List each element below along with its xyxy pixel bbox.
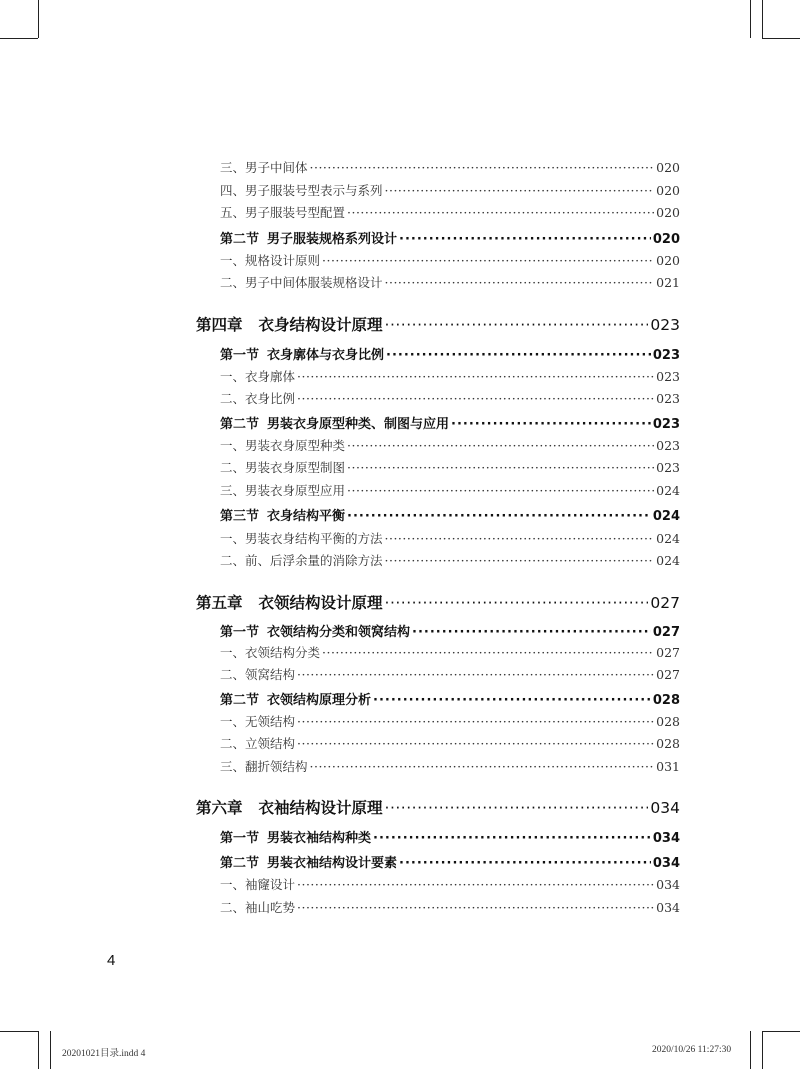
toc-page: 027: [652, 625, 680, 640]
toc-label: 二、立领结构: [220, 736, 296, 751]
crop-mark-bottom-left-v: [38, 1031, 39, 1069]
toc-label: 二、袖山吃势: [220, 900, 296, 915]
toc-leader-dots: [399, 856, 651, 871]
toc-leader-dots: [451, 417, 651, 432]
toc-label: 二、领窝结构: [220, 667, 296, 682]
toc-page: 020: [656, 253, 680, 268]
toc-leader-dots: [347, 460, 654, 475]
toc-number: 第二节: [220, 693, 260, 708]
toc-page: 023: [656, 460, 680, 475]
toc-leader-dots: [297, 736, 654, 751]
toc-label: [220, 689, 371, 708]
toc-item: [196, 181, 680, 199]
toc-section: [196, 689, 680, 708]
toc-item: [196, 643, 680, 661]
toc-leader-dots: [373, 831, 651, 846]
crop-mark-bottom-right-h: [762, 1031, 800, 1032]
toc-label: 三、男子中间体: [220, 160, 308, 175]
toc-label: [196, 591, 383, 613]
toc-item: [196, 203, 680, 221]
toc-item: [196, 158, 680, 176]
toc-leader-dots: [297, 877, 654, 892]
crop-mark-top-left-h: [0, 38, 38, 39]
toc-page: 031: [656, 759, 680, 774]
toc-page: 028: [656, 714, 680, 729]
toc-label: [220, 413, 449, 432]
toc-leader-dots: [385, 799, 649, 817]
toc-leader-dots: [385, 531, 655, 546]
toc-leader-dots: [385, 316, 649, 334]
toc-page: 023: [652, 348, 680, 363]
toc-label: 三、翻折领结构: [220, 759, 308, 774]
toc-leader-dots: [385, 594, 649, 612]
toc-page: 020: [656, 183, 680, 198]
toc-label: 一、无领结构: [220, 714, 296, 729]
toc-item: [196, 367, 680, 385]
toc-label: 一、男装衣身结构平衡的方法: [220, 531, 383, 546]
toc-leader-dots: [373, 693, 651, 708]
toc-leader-dots: [322, 253, 654, 268]
toc-item: [196, 665, 680, 683]
toc-title: 衣身廓体与衣身比例: [267, 348, 385, 363]
toc-number: 第一节: [220, 625, 260, 640]
crop-mark-bottom-right-v: [762, 1031, 763, 1069]
crop-mark-bottom-right-outer: [750, 1031, 751, 1069]
toc-leader-dots: [310, 759, 655, 774]
toc-page: 034: [650, 799, 680, 817]
toc-leader-dots: [297, 667, 654, 682]
toc-label: 一、袖窿设计: [220, 877, 296, 892]
toc-title: 衣身结构设计原理: [258, 316, 383, 334]
crop-mark-top-left-v: [38, 0, 39, 38]
toc-leader-dots: [412, 625, 651, 640]
toc-page: 024: [656, 553, 680, 568]
toc-leader-dots: [297, 391, 654, 406]
toc-item: [196, 898, 680, 916]
toc-item: [196, 757, 680, 775]
toc-label: 一、衣身廓体: [220, 369, 296, 384]
toc-label: 二、男装衣身原型制图: [220, 460, 346, 475]
toc-chapter: [196, 313, 680, 335]
toc-page: 024: [656, 531, 680, 546]
toc-label: 三、男装衣身原型应用: [220, 483, 346, 498]
toc-number: 第五章: [196, 594, 243, 612]
toc-page: 020: [652, 232, 680, 247]
toc-section: [196, 413, 680, 432]
crop-mark-bottom-left-h: [0, 1031, 38, 1032]
toc-page: 028: [652, 693, 680, 708]
toc-page: 034: [652, 831, 680, 846]
toc-label: 二、前、后浮余量的消除方法: [220, 553, 383, 568]
toc-section: [196, 621, 680, 640]
toc-leader-dots: [297, 369, 654, 384]
toc-number: 第一节: [220, 348, 260, 363]
toc-label: [196, 313, 383, 335]
toc-number: 第二节: [220, 856, 260, 871]
toc-page: 027: [650, 594, 680, 612]
toc-title: 男装衣袖结构设计要素: [267, 856, 398, 871]
toc-leader-dots: [347, 438, 654, 453]
toc-page: 023: [650, 316, 680, 334]
toc-page: 023: [656, 391, 680, 406]
toc-leader-dots: [297, 900, 654, 915]
toc-label: [220, 827, 371, 846]
page-number: 4: [107, 952, 116, 969]
toc-number: 第二节: [220, 232, 260, 247]
toc-number: 第一节: [220, 831, 260, 846]
toc-number: 第六章: [196, 799, 243, 817]
toc-leader-dots: [297, 714, 654, 729]
toc-section: [196, 852, 680, 871]
toc-label: [220, 228, 397, 247]
crop-mark-bottom-left-outer: [50, 1031, 51, 1069]
toc-leader-dots: [347, 205, 654, 220]
toc-page: 020: [656, 205, 680, 220]
toc-title: 衣领结构设计原理: [258, 594, 383, 612]
toc-item: [196, 481, 680, 499]
toc-number: 第二节: [220, 417, 260, 432]
toc-label: [220, 505, 345, 524]
toc-label: 五、男子服装号型配置: [220, 205, 346, 220]
toc-label: [220, 344, 384, 363]
toc-section: [196, 228, 680, 247]
toc-page: 023: [656, 438, 680, 453]
toc-number: 第三节: [220, 509, 260, 524]
crop-mark-top-right-outer: [750, 0, 751, 38]
toc-title: 男子服装规格系列设计: [267, 232, 398, 247]
toc-section: [196, 505, 680, 524]
toc-item: [196, 529, 680, 547]
toc-item: [196, 734, 680, 752]
toc-label: [220, 852, 397, 871]
toc-title: 男装衣身原型种类、制图与应用: [267, 417, 450, 432]
toc-page: 024: [652, 509, 680, 524]
toc-leader-dots: [347, 509, 651, 524]
toc-label: [196, 796, 383, 818]
toc-item: [196, 436, 680, 454]
toc-page: 021: [656, 275, 680, 290]
toc-leader-dots: [385, 183, 655, 198]
toc-leader-dots: [310, 160, 655, 175]
toc-item: [196, 875, 680, 893]
toc-label: 一、衣领结构分类: [220, 645, 321, 660]
toc-title: 男装衣袖结构种类: [267, 831, 372, 846]
toc-item: [196, 273, 680, 291]
toc-leader-dots: [347, 483, 654, 498]
toc-leader-dots: [322, 645, 654, 660]
slug-timestamp: 2020/10/26 11:27:30: [652, 1045, 732, 1055]
toc-label: 一、男装衣身原型种类: [220, 438, 346, 453]
toc-page: 028: [656, 736, 680, 751]
crop-mark-top-right-v: [762, 0, 763, 38]
toc-page: 024: [656, 483, 680, 498]
toc-leader-dots: [385, 275, 655, 290]
toc-title: 衣身结构平衡: [267, 509, 346, 524]
toc-page: 023: [652, 417, 680, 432]
toc-label: 二、衣身比例: [220, 391, 296, 406]
toc-leader-dots: [386, 348, 651, 363]
toc-page: 020: [656, 160, 680, 175]
toc-label: 四、男子服装号型表示与系列: [220, 183, 383, 198]
toc-label: 一、规格设计原则: [220, 253, 321, 268]
toc-item: [196, 458, 680, 476]
toc-section: [196, 344, 680, 363]
toc-page: 034: [656, 877, 680, 892]
toc-item: [196, 389, 680, 407]
toc-chapter: [196, 796, 680, 818]
toc-leader-dots: [399, 232, 651, 247]
toc-page: 034: [656, 900, 680, 915]
toc-label: 二、男子中间体服装规格设计: [220, 275, 383, 290]
toc-label: [220, 621, 410, 640]
toc-leader-dots: [385, 553, 655, 568]
toc-page: 027: [656, 667, 680, 682]
toc-section: [196, 827, 680, 846]
toc-page: 034: [652, 856, 680, 871]
toc-page: 027: [656, 645, 680, 660]
slug-file: 20201021目录.indd 4: [62, 1049, 146, 1059]
toc-chapter: [196, 591, 680, 613]
toc-page: 023: [656, 369, 680, 384]
toc-item: [196, 551, 680, 569]
toc-item: [196, 251, 680, 269]
toc-number: 第四章: [196, 316, 243, 334]
toc-title: 衣袖结构设计原理: [258, 799, 383, 817]
toc-item: [196, 712, 680, 730]
toc-title: 衣领结构分类和领窝结构: [267, 625, 411, 640]
toc-title: 衣领结构原理分析: [267, 693, 372, 708]
crop-mark-top-right-h: [762, 38, 800, 39]
